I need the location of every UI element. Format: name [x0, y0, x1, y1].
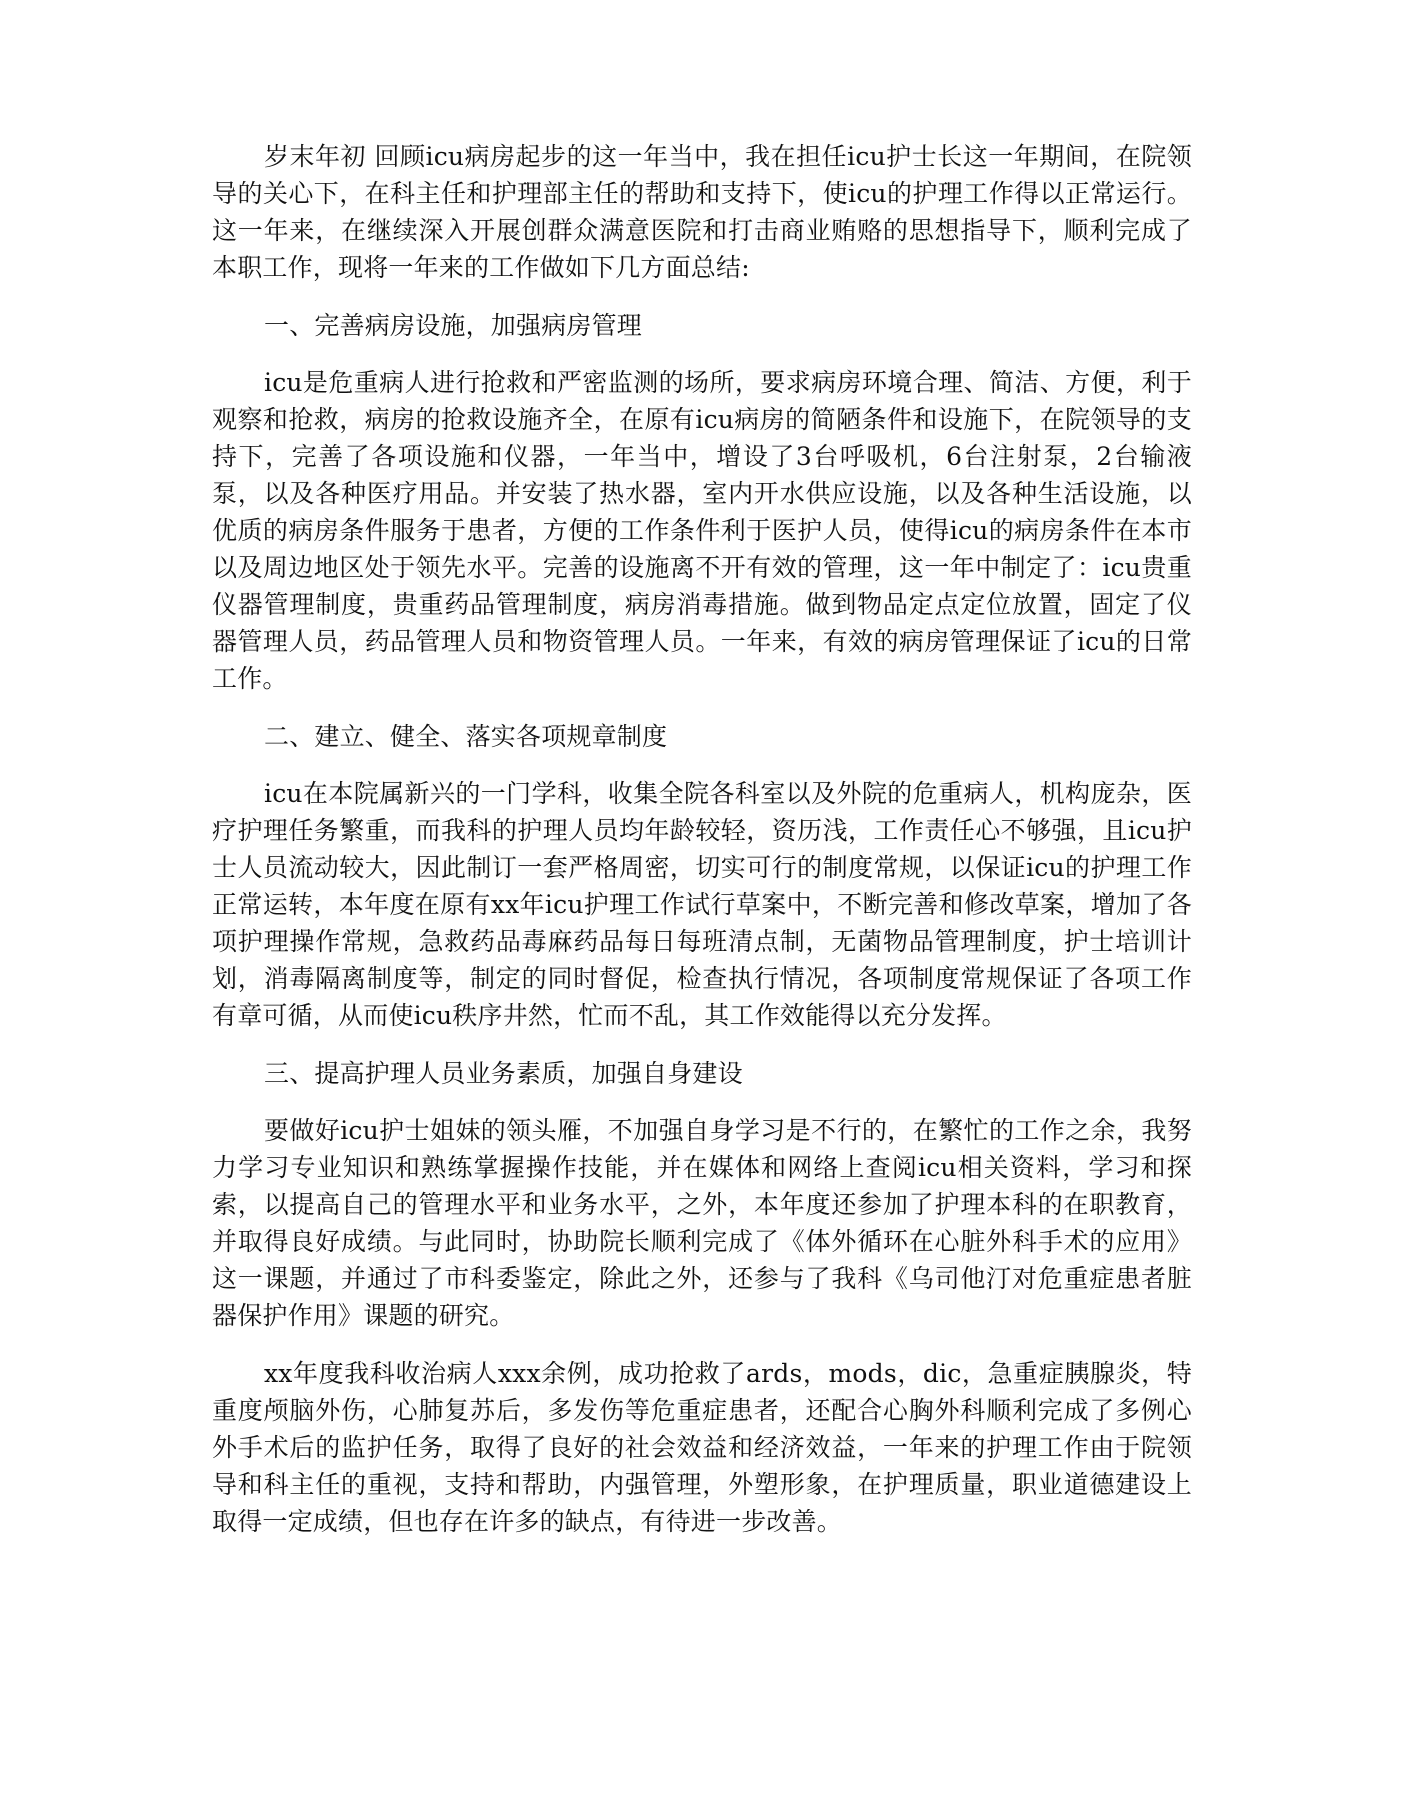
section-2-paragraph: icu在本院属新兴的一门学科，收集全院各科室以及外院的危重病人，机构庞杂，医疗护理任务繁重，而我科的护理人员均年龄较轻，资历浅，工作责任心不够强，且icu护士人员流动较大，因此制订一套严格周密，切实可行的制度常规，以保证icu的护理工作正常运转，本年度在原有xx年icu护理工作试行草案中，不断完善和修改草案，增加了各项护理操作常规，急救药品毒麻药品每日每班清点制，无菌物品管理制度，护士培训计划，消毒隔离制度等，制定的同时督促，检查执行情况，各项制度常规保证了各项工作有章可循，从而使icu秩序井然，忙而不乱，其工作效能得以充分发挥。 [212, 779, 1192, 1030]
section-heading-2: 二、建立、健全、落实各项规章制度 [264, 722, 668, 751]
section-heading-3: 三、提高护理人员业务素质，加强自身建设 [264, 1059, 743, 1088]
intro-paragraph: 岁末年初 回顾icu病房起步的这一年当中，我在担任icu护士长这一年期间，在院领导的关心下，在科主任和护理部主任的帮助和支持下，使icu的护理工作得以正常运行。这一年来，在继续深入开展创群众满意医院和打击商业贿赂的思想指导下，顺利完成了本职工作，现将一年来的工作做如下几方面总结: [212, 142, 1192, 282]
document-body [212, 138, 1192, 1561]
section-1-paragraph: icu是危重病人进行抢救和严密监测的场所，要求病房环境合理、简洁、方便，利于观察和抢救，病房的抢救设施齐全，在原有icu病房的简陋条件和设施下，在院领导的支持下，完善了各项设施和仪器，一年当中，增设了3台呼吸机，6台注射泵，2台输液泵，以及各种医疗用品。并安装了热水器，室内开水供应设施，以及各种生活设施，以优质的病房条件服务于患者，方便的工作条件利于医护人员，使得icu的病房条件在本市以及周边地区处于领先水平。完善的设施离不开有效的管理，这一年中制定了：icu贵重仪器管理制度，贵重药品管理制度，病房消毒措施。做到物品定点定位放置，固定了仪器管理人员，药品管理人员和物资管理人员。一年来，有效的病房管理保证了icu的日常工作。 [212, 368, 1192, 693]
section-3-paragraph: 要做好icu护士姐妹的领头雁，不加强自身学习是不行的，在繁忙的工作之余，我努力学习专业知识和熟练掌握操作技能，并在媒体和网络上查阅icu相关资料，学习和探索，以提高自己的管理水平和业务水平，之外，本年度还参加了护理本科的在职教育，并取得良好成绩。与此同时，协助院长顺利完成了《体外循环在心脏外科手术的应用》这一课题，并通过了市科委鉴定，除此之外，还参与了我科《乌司他汀对危重症患者脏器保护作用》课题的研究。 [212, 1116, 1192, 1330]
section-heading-1: 一、完善病房设施，加强病房管理 [264, 311, 643, 340]
summary-paragraph: xx年度我科收治病人xxx余例，成功抢救了ards，mods，dic，急重症胰腺炎，特重度颅脑外伤，心肺复苏后，多发伤等危重症患者，还配合心胸外科顺利完成了多例心外手术后的监护任务，取得了良好的社会效益和经济效益，一年来的护理工作由于院领导和科主任的重视，支持和帮助，内强管理，外塑形象，在护理质量，职业道德建设上取得一定成绩，但也存在许多的缺点，有待进一步改善。 [212, 1359, 1192, 1536]
